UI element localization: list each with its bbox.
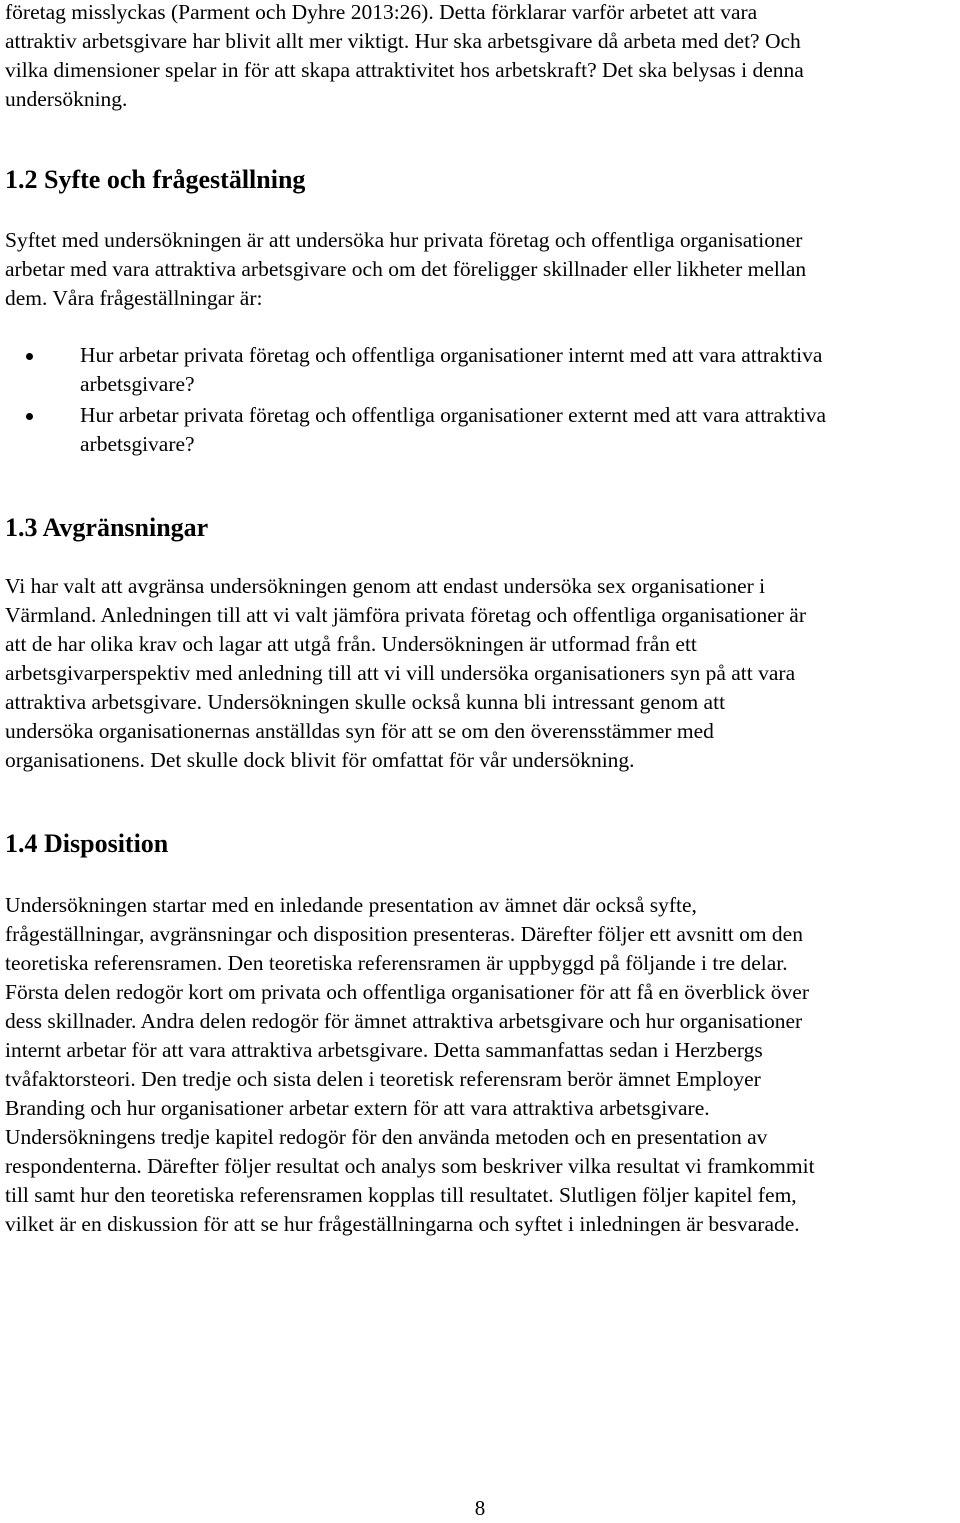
list-item	[5, 341, 957, 399]
text-line: Första delen redogör kort om privata och offentliga organisationer för att få en överblick över	[5, 980, 809, 1004]
text-line: arbetar med vara attraktiva arbetsgivare och om det föreligger skillnader eller likheter mellan	[5, 257, 807, 281]
bullet-icon	[26, 353, 33, 360]
text-line: organisationens. Det skulle dock blivit för omfattat för vår undersökning.	[5, 748, 635, 772]
text-line: att de har olika krav och lagar att utgå från. Undersökningen är utformad från ett	[5, 632, 697, 656]
text-line: respondenterna. Därefter följer resultat och analys som beskriver vilka resultat vi framkommit	[5, 1154, 815, 1178]
intro-paragraph	[5, 0, 804, 114]
research-questions-list	[5, 341, 957, 459]
text-line: Hur arbetar privata företag och offentliga organisationer internt med att vara attraktiva	[80, 343, 823, 367]
text-line: tvåfaktorsteori. Den tredje och sista delen i teoretisk referensram berör ämnet Employer	[5, 1067, 761, 1091]
text-line: Undersökningen startar med en inledande presentation av ämnet där också syfte,	[5, 893, 697, 917]
text-line: teoretiska referensramen. Den teoretiska referensramen är uppbyggd på följande i tre delar.	[5, 951, 788, 975]
text-line: Hur arbetar privata företag och offentliga organisationer externt med att vara attraktiva	[80, 403, 827, 427]
text-line: Undersökningens tredje kapitel redogör för den använda metoden och en presentation av	[5, 1125, 768, 1149]
text-line: undersöka organisationernas anställdas syn för att se om den överensstämmer med	[5, 719, 714, 743]
purpose-paragraph	[5, 226, 806, 313]
list-item	[5, 401, 957, 459]
text-line: dem. Våra frågeställningar är:	[5, 286, 263, 310]
disposition-paragraph	[5, 891, 815, 1239]
text-line: vilka dimensioner spelar in för att skapa attraktivitet hos arbetskraft? Det ska belysas i denna	[5, 58, 804, 82]
section-heading-1-2: 1.2 Syfte och frågeställning	[5, 165, 306, 194]
text-line: attraktiv arbetsgivare har blivit allt mer viktigt. Hur ska arbetsgivare då arbeta med det? Och	[5, 29, 801, 53]
text-line: vilket är en diskussion för att se hur frågeställningarna och syftet i inledningen är besvarade.	[5, 1212, 800, 1236]
text-line: Branding och hur organisationer arbetar extern för att vara attraktiva arbetsgivare.	[5, 1096, 710, 1120]
text-line: arbetsgivarperspektiv med anledning till att vi vill undersöka organisationers syn på att vara	[5, 661, 796, 685]
text-line: frågeställningar, avgränsningar och disposition presenteras. Därefter följer ett avsnitt om den	[5, 922, 803, 946]
text-line: Värmland. Anledningen till att vi valt jämföra privata företag och offentliga organisationer är	[5, 603, 807, 627]
section-heading-1-4: 1.4 Disposition	[5, 829, 169, 858]
page-number: 8	[474, 1496, 486, 1520]
text-line: dess skillnader. Andra delen redogör för ämnet attraktiva arbetsgivare och hur organisationer	[5, 1009, 803, 1033]
text-line: internt arbetar för att vara attraktiva arbetsgivare. Detta sammanfattas sedan i Herzbergs	[5, 1038, 763, 1062]
text-line: attraktiva arbetsgivare. Undersökningen skulle också kunna bli intressant genom att	[5, 690, 726, 714]
text-line: till samt hur den teoretiska referensramen kopplas till resultatet. Slutligen följer kapitel fem,	[5, 1183, 797, 1207]
text-line: arbetsgivare?	[80, 432, 195, 456]
text-line: Syftet med undersökningen är att undersöka hur privata företag och offentliga organisationer	[5, 228, 803, 252]
bullet-icon	[26, 413, 33, 420]
text-line: arbetsgivare?	[80, 372, 195, 396]
text-line: Vi har valt att avgränsa undersökningen genom att endast undersöka sex organisationer i	[5, 574, 766, 598]
text-line: undersökning.	[5, 87, 128, 111]
section-heading-1-3: 1.3 Avgränsningar	[5, 513, 209, 542]
delimitations-paragraph	[5, 572, 806, 775]
text-line: företag misslyckas (Parment och Dyhre 2013:26). Detta förklarar varför arbetet att vara	[5, 0, 758, 24]
